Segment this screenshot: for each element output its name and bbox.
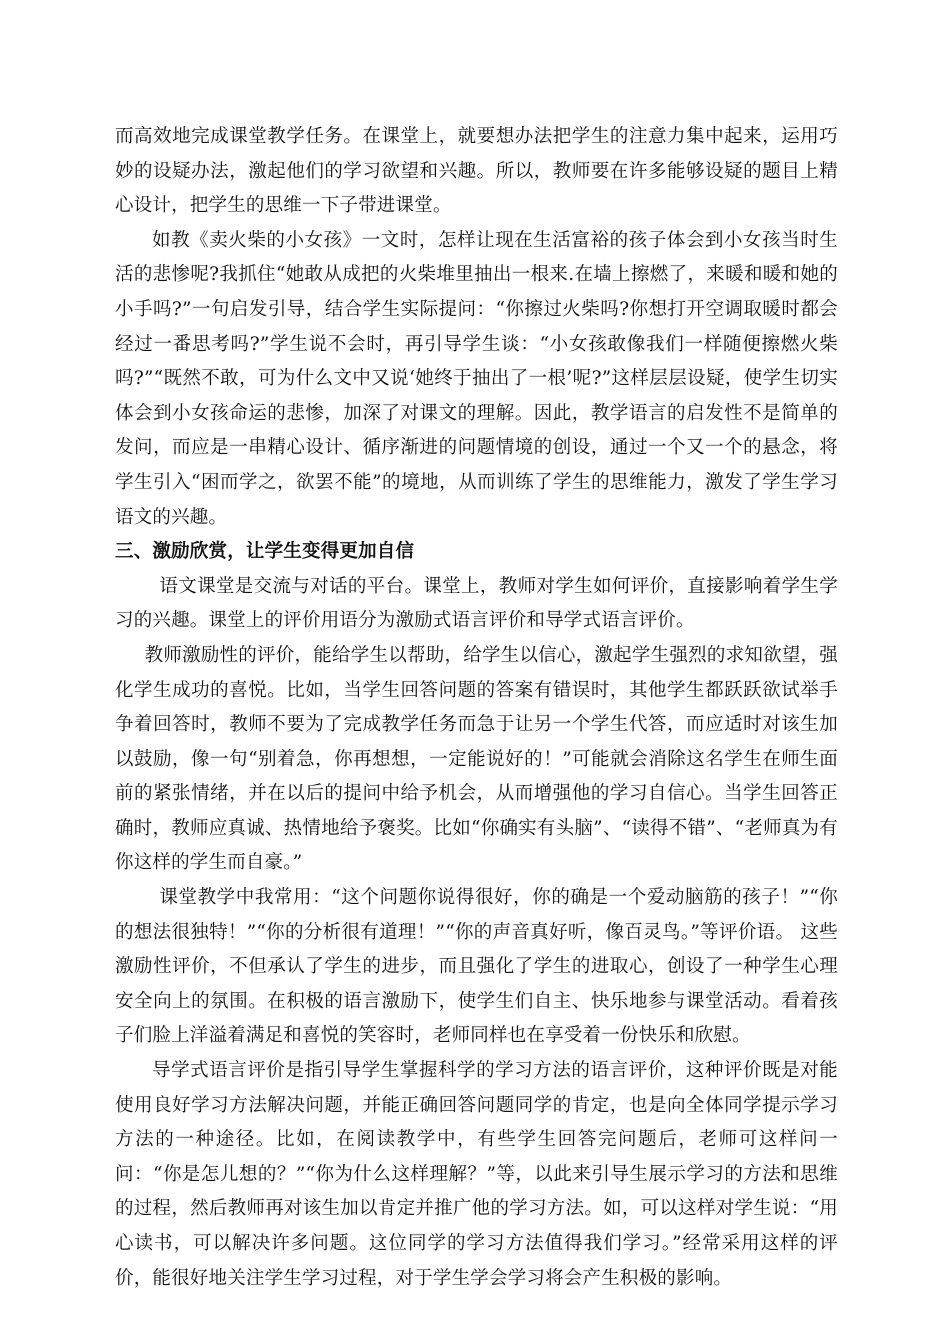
paragraph-encouraging-evaluation: 教师激励性的评价，能给学生以帮助，给学生以信心，激起学生强烈的求知欲望，强化学生成功的喜悦。比如，当学生回答问题的答案有错误时，其他学生都跃跃欲试举手争着回答时，教师不要为了完成教学任务而急于让另一个学生代答，而应适时对该生加以鼓励，像一句“别着急，你再想想，一定能说好的！”可能就会消除这名学生在师生面前的紧张情绪，并在以后的提问中给予机会，从而增强他的学习自信心。当学生回答正确时，教师应真诚、热情地给予褒奖。比如“你确实有头脑”、“读得不错”、“老师真为有你这样的学生而自豪。” — [115, 644, 838, 874]
paragraph-continuation: 而高效地完成课堂教学任务。在课堂上，就要想办法把学生的注意力集中起来，运用巧妙的设疑办法，激起他们的学习欲望和兴趣。所以，教师要在许多能够设疑的题目上精心设计，把学生的思维一下子带进课堂。 — [115, 126, 838, 217]
section-heading: 三、激励欣赏，让学生变得更加自信 — [115, 541, 415, 563]
paragraph-match-girl-example: 如教《卖火柴的小女孩》一文时，怎样让现在生活富裕的孩子体会到小女孩当时生活的悲惨呢?我抓住“她敢从成把的火柴堆里抽出一根来.在墙上擦燃了，来暖和暖和她的小手吗?”一句启发引导，结合学生实际提问：“你擦过火柴吗?你想打开空调取暖时都会经过一番思考吗?”学生说不会时，再引导学生谈：“小女孩敢像我们一样随便擦燃火柴吗?”“既然不敢，可为什么文中又说‘她终于抽出了一根’呢?”这样层层设疑，使学生切实体会到小女孩命运的悲惨，加深了对课文的理解。因此，教学语言的启发性不是简单的发问，而应是一串精心设计、循序渐进的问题情境的创设，通过一个又一个的悬念，将学生引入“困而学之，欲罢不能”的境地，从而训练了学生的思维能力，激发了学生学习语文的兴趣。 — [115, 229, 838, 528]
paragraph-common-phrases: 课堂教学中我常用：“这个问题你说得很好，你的确是一个爱动脑筋的孩子！”“你的想法很独特！”“你的分析很有道理！”“你的声音真好听，像百灵鸟。”等评价语。 这些激励性评价，不但承认了学生的进步，而且强化了学生的进取心，创设了一种学生心理安全向上的氛围。在积极的语言激励下，使学生们自主、快乐地参与课堂活动。看着孩子们脸上洋溢着满足和喜悦的笑容时，老师同样也在享受着一份快乐和欣慰。 — [115, 887, 838, 1047]
paragraph-classroom-platform: 语文课堂是交流与对话的平台。课堂上，教师对学生如何评价，直接影响着学生学习的兴趣。课堂上的评价用语分为激励式语言评价和导学式语言评价。 — [115, 575, 838, 632]
paragraph-guiding-evaluation: 导学式语言评价是指引导学生掌握科学的学习方法的语言评价，这种评价既是对能使用良好学习方法解决问题，并能正确回答问题同学的肯定，也是向全体同学提示学习方法的一种途径。比如，在阅读教学中，有些学生回答完问题后，老师可这样问一问：“你是怎儿想的？”“你为什么这样理解？”等，以此来引导生展示学习的方法和思维的过程，然后教师再对该生加以肯定并推广他的学习方法。如，可以这样对学生说：“用心读书，可以解决许多问题。这位同学的学习方法值得我们学习。”经常采用这样的评价，能很好地关注学生学习过程，对于学生学会学习将会产生积极的影响。 — [115, 1060, 838, 1289]
document-body — [115, 120, 838, 1296]
